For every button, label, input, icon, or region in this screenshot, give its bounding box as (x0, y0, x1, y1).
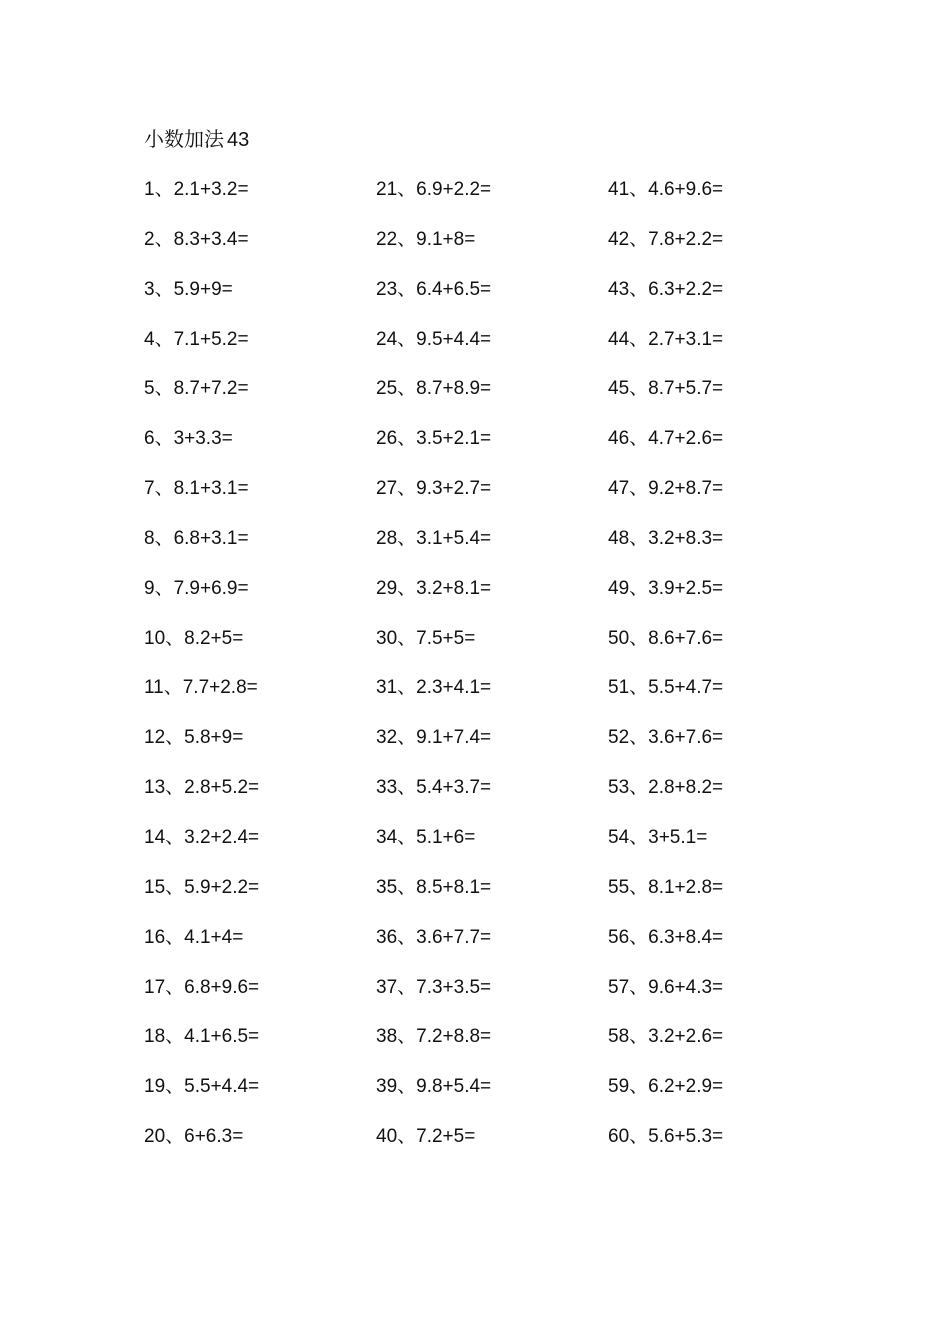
problem-item: 1、2.1+3.2= (144, 179, 249, 200)
problem-item: 4、7.1+5.2= (144, 328, 249, 350)
problem-item: 36、3.6+7.7= (376, 926, 492, 948)
problem-item: 32、9.1+7.4= (376, 727, 492, 749)
problem-item: 26、3.5+2.1= (376, 428, 492, 450)
problem-item: 59、6.2+2.9= (608, 1076, 724, 1098)
problem-item: 40、7.2+5= (376, 1126, 476, 1148)
problem-item: 5、8.7+7.2= (144, 378, 249, 400)
problem-item: 46、4.7+2.6= (608, 428, 724, 450)
problem-item: 55、8.1+2.8= (608, 876, 724, 898)
problem-item: 44、2.7+3.1= (608, 328, 724, 350)
problem-item: 51、5.5+4.7= (608, 677, 724, 699)
problem-item: 56、6.3+8.4= (608, 926, 724, 948)
problem-item: 45、8.7+5.7= (608, 378, 724, 400)
problem-item: 15、5.9+2.2= (144, 876, 260, 898)
problem-item: 53、2.8+8.2= (608, 777, 724, 799)
problem-column-3 (608, 176, 840, 1173)
problem-item: 20、6+6.3= (144, 1126, 244, 1148)
problem-item: 39、9.8+5.4= (376, 1076, 492, 1098)
problem-item: 3、5.9+9= (144, 278, 233, 300)
problem-item: 2、8.3+3.4= (144, 228, 249, 250)
problem-item: 35、8.5+8.1= (376, 876, 492, 898)
problem-item: 8、6.8+3.1= (144, 527, 249, 549)
problem-item: 42、7.8+2.2= (608, 228, 724, 250)
problem-item: 50、8.6+7.6= (608, 627, 724, 649)
problem-item: 49、3.9+2.5= (608, 577, 724, 599)
problem-item: 29、3.2+8.1= (376, 577, 492, 599)
problem-item: 27、9.3+2.7= (376, 478, 492, 500)
title-text: 小数加法 (144, 129, 224, 151)
problem-item: 24、9.5+4.4= (376, 328, 492, 350)
problem-item: 23、6.4+6.5= (376, 278, 492, 300)
problem-item: 43、6.3+2.2= (608, 278, 724, 300)
problem-item: 14、3.2+2.4= (144, 826, 260, 848)
problem-item: 19、5.5+4.4= (144, 1076, 260, 1098)
problem-item: 22、9.1+8= (376, 228, 476, 250)
problem-column-1 (144, 176, 376, 1173)
problem-item: 48、3.2+8.3= (608, 527, 724, 549)
problem-item: 18、4.1+6.5= (144, 1026, 260, 1048)
problem-item: 52、3.6+7.6= (608, 727, 724, 749)
problem-item: 41、4.6+9.6= (608, 179, 724, 200)
problem-item: 11、7.7+2.8= (144, 677, 258, 699)
problem-item: 38、7.2+8.8= (376, 1026, 492, 1048)
problem-item: 54、3+5.1= (608, 826, 708, 848)
problem-item: 13、2.8+5.2= (144, 777, 260, 799)
problem-item: 37、7.3+3.5= (376, 976, 492, 998)
problem-item: 9、7.9+6.9= (144, 577, 249, 599)
problem-item: 16、4.1+4= (144, 926, 244, 948)
problem-item: 33、5.4+3.7= (376, 777, 492, 799)
problem-item: 34、5.1+6= (376, 826, 476, 848)
problem-item: 17、6.8+9.6= (144, 976, 260, 998)
title-number: 43 (227, 129, 250, 151)
problem-item: 12、5.8+9= (144, 727, 244, 749)
problem-item: 6、3+3.3= (144, 428, 233, 450)
worksheet-title (144, 126, 249, 154)
problem-item: 31、2.3+4.1= (376, 677, 492, 699)
problem-item: 7、8.1+3.1= (144, 478, 249, 500)
problem-item: 30、7.5+5= (376, 627, 476, 649)
problem-column-2 (376, 176, 608, 1173)
problem-item: 21、6.9+2.2= (376, 179, 492, 200)
problem-item: 47、9.2+8.7= (608, 478, 724, 500)
problem-item: 60、5.6+5.3= (608, 1126, 724, 1148)
problem-item: 57、9.6+4.3= (608, 976, 724, 998)
problem-item: 25、8.7+8.9= (376, 378, 492, 400)
problem-item: 58、3.2+2.6= (608, 1026, 724, 1048)
problem-item: 10、8.2+5= (144, 627, 244, 649)
problem-item: 28、3.1+5.4= (376, 527, 492, 549)
